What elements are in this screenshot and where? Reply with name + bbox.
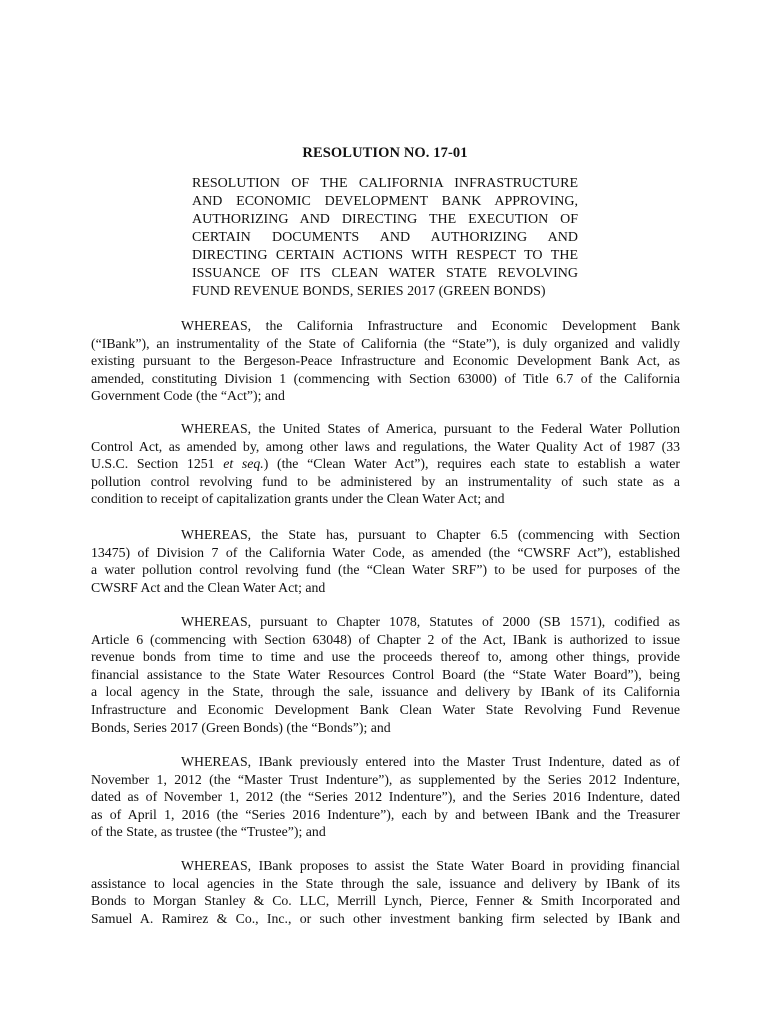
heading-line: AND ECONOMIC DEVELOPMENT BANK APPROVING, bbox=[192, 194, 578, 209]
whereas-paragraph-ibank bbox=[91, 317, 680, 405]
paragraph-line: WHEREAS, pursuant to Chapter 1078, Statutes of 2000 (SB 1571), codified as bbox=[181, 614, 680, 629]
paragraph-line: Article 6 (commencing with Section 63048) of Chapter 2 of the Act, IBank is authorized to issue bbox=[91, 631, 680, 647]
paragraph-line: pollution control revolving fund to be administered by an instrumentality of such state as a bbox=[91, 473, 680, 489]
paragraph-line: WHEREAS, IBank previously entered into the Master Trust Indenture, dated as of bbox=[181, 754, 680, 769]
paragraph-line: revenue bonds from time to time and use the proceeds thereof to, among other things, provide bbox=[91, 649, 680, 665]
paragraph-line: dated as of November 1, 2012 (the “Series 2012 Indenture”), and the Series 2016 Indenture, dated bbox=[91, 789, 680, 805]
resolution-number-title: RESOLUTION NO. 17-01 bbox=[302, 145, 468, 161]
paragraph-line: a local agency in the State, through the sale, issuance and delivery by IBank of its California bbox=[91, 684, 680, 700]
whereas-paragraph-sb-1571 bbox=[91, 613, 680, 736]
usc-text-before: U.S.C. Section 1251 bbox=[91, 456, 224, 472]
paragraph-line: (“IBank”), an instrumentality of the State of California (the “State”), is duly organized and validly bbox=[91, 335, 680, 351]
whereas-paragraph-cwsrf bbox=[91, 526, 680, 596]
paragraph-line: amended, constituting Division 1 (commencing with Section 63000) of Title 6.7 of the California bbox=[91, 370, 680, 386]
heading-line: CERTAIN DOCUMENTS AND AUTHORIZING AND bbox=[192, 230, 578, 245]
whereas-paragraph-master-trust-indenture bbox=[91, 753, 680, 841]
heading-line: AUTHORIZING AND DIRECTING THE EXECUTION OF bbox=[192, 212, 578, 227]
heading-line: FUND REVENUE BONDS, SERIES 2017 (GREEN BONDS) bbox=[192, 284, 546, 299]
paragraph-line: Bonds, Series 2017 (Green Bonds) (the “Bonds”); and bbox=[91, 719, 391, 735]
paragraph-line: Bonds to Morgan Stanley & Co. LLC, Merrill Lynch, Pierce, Fenner & Smith Incorporated and bbox=[91, 893, 680, 909]
paragraph-line: of the State, as trustee (the “Trustee”); and bbox=[91, 824, 326, 840]
whereas-paragraph-bond-sale bbox=[91, 857, 680, 927]
resolution-heading bbox=[192, 175, 578, 301]
paragraph-line: Control Act, as amended by, among other laws and regulations, the Water Quality Act of 1987 (33 bbox=[91, 438, 680, 454]
paragraph-line: assistance to local agencies in the State through the sale, issuance and delivery by IBank of its bbox=[91, 875, 680, 891]
paragraph-line: Samuel A. Ramirez & Co., Inc., or such other investment banking firm selected by IBank and bbox=[91, 910, 680, 926]
paragraph-line: Government Code (the “Act”); and bbox=[91, 388, 285, 404]
paragraph-line: WHEREAS, the State has, pursuant to Chapter 6.5 (commencing with Section bbox=[181, 527, 680, 542]
paragraph-line: existing pursuant to the Bergeson-Peace Infrastructure and Economic Development Bank Act, as bbox=[91, 353, 680, 369]
paragraph-line: as of April 1, 2016 (the “Series 2016 Indenture”), each by and between IBank and the Treasurer bbox=[91, 806, 680, 822]
paragraph-line: WHEREAS, IBank proposes to assist the State Water Board in providing financial bbox=[181, 858, 680, 873]
paragraph-line: a water pollution control revolving fund (the “Clean Water SRF”) to be used for purposes of the bbox=[91, 562, 680, 578]
usc-text-italic: et seq. bbox=[223, 456, 264, 472]
usc-text-after: ) (the “Clean Water Act”), requires each state to establish a water bbox=[263, 456, 680, 472]
paragraph-line: 13475) of Division 7 of the California Water Code, as amended (the “CWSRF Act”), established bbox=[91, 544, 680, 560]
paragraph-line: November 1, 2012 (the “Master Trust Indenture”), as supplemented by the Series 2012 Indenture, bbox=[91, 771, 680, 787]
paragraph-line: WHEREAS, the California Infrastructure and Economic Development Bank bbox=[181, 318, 680, 333]
paragraph-line: WHEREAS, the United States of America, pursuant to the Federal Water Pollution bbox=[181, 421, 680, 436]
paragraph-line: Infrastructure and Economic Development Bank Clean Water State Revolving Fund Revenue bbox=[91, 701, 680, 717]
heading-line: RESOLUTION OF THE CALIFORNIA INFRASTRUCTURE bbox=[192, 176, 578, 191]
heading-line: ISSUANCE OF ITS CLEAN WATER STATE REVOLVING bbox=[192, 266, 578, 281]
paragraph-line: condition to receipt of capitalization grants under the Clean Water Act; and bbox=[91, 491, 505, 507]
heading-line: DIRECTING CERTAIN ACTIONS WITH RESPECT TO THE bbox=[192, 248, 578, 263]
paragraph-line-usc bbox=[91, 455, 680, 473]
paragraph-line: CWSRF Act and the Clean Water Act; and bbox=[91, 579, 326, 595]
whereas-paragraph-clean-water-act bbox=[91, 420, 680, 508]
paragraph-line: financial assistance to the State Water Resources Control Board (the “State Water Board”), being bbox=[91, 666, 680, 682]
